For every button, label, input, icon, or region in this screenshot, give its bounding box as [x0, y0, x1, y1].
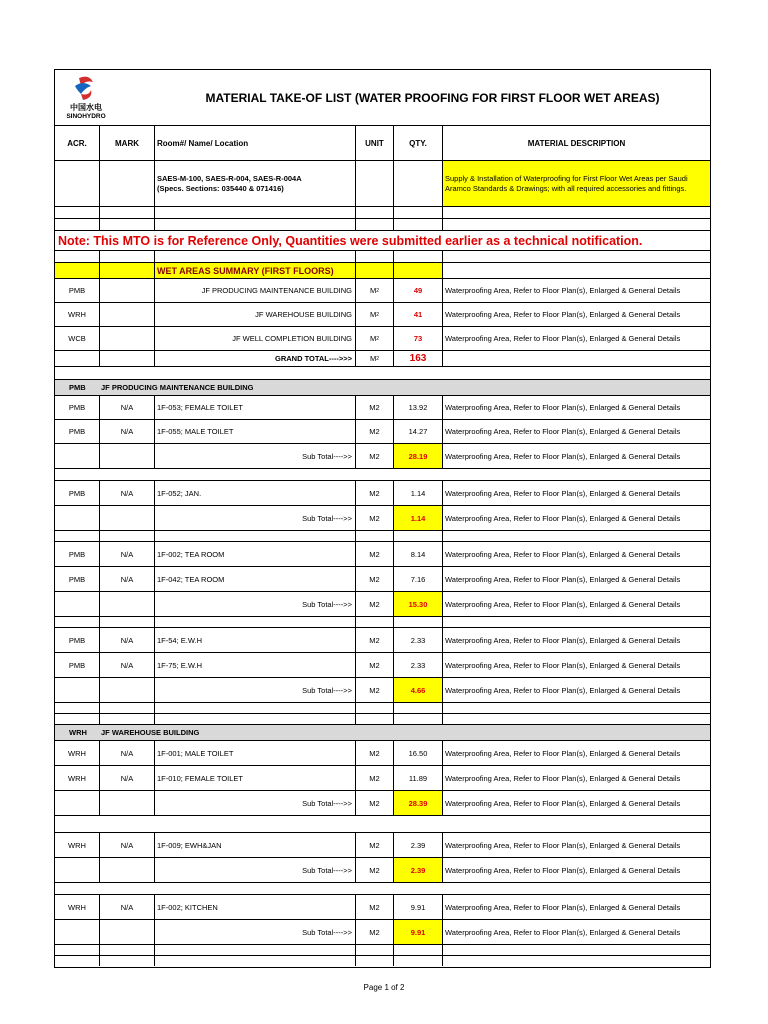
blank-cell-0 — [55, 714, 100, 724]
item-acr: WRH — [55, 766, 100, 790]
item-unit: M2 — [356, 833, 394, 857]
item-mark: N/A — [100, 420, 155, 443]
subtotal-qty: 28.39 — [394, 791, 443, 815]
item-unit: M2 — [356, 567, 394, 591]
blank-cell-5 — [443, 207, 710, 218]
item-mark: N/A — [100, 833, 155, 857]
grand-unit-cell: M 2 — [356, 351, 394, 366]
item-desc: Waterproofing Area, Refer to Floor Plan(s), Enlarged & General Details — [445, 902, 681, 912]
section-name: JF WAREHOUSE BUILDING — [101, 728, 200, 737]
subtotal-mark — [100, 678, 155, 702]
blank-cell-5 — [443, 531, 710, 541]
logo-en-text: SINOHYDRO — [66, 113, 106, 120]
spacer-row — [55, 815, 710, 832]
table-row — [55, 652, 710, 677]
subtotal-unit: M2 — [356, 920, 394, 944]
column-header-0: ACR. — [55, 126, 100, 160]
subtotal-qty: 15.30 — [394, 592, 443, 616]
subtotal-mark — [100, 592, 155, 616]
blank-cell-4 — [394, 617, 443, 627]
blank-cell-5 — [443, 251, 710, 262]
item-mark: N/A — [100, 895, 155, 919]
blank-cell-4 — [394, 703, 443, 713]
subtotal-qty: 4.66 — [394, 678, 443, 702]
blank-row — [55, 250, 710, 262]
logo-mark-icon — [75, 77, 93, 100]
item-desc: Waterproofing Area, Refer to Floor Plan(s), Enlarged & General Details — [445, 427, 681, 436]
item-unit: M2 — [356, 653, 394, 677]
subtotal-label: Sub Total---->> — [155, 678, 356, 702]
blank-row — [55, 530, 710, 541]
grand-total-qty: 163 — [394, 351, 443, 366]
item-desc: Waterproofing Area, Refer to Floor Plan(s), Enlarged & General Details — [445, 488, 681, 498]
blank-cell-0 — [55, 617, 100, 627]
summary-acr: WRH — [55, 303, 100, 326]
section-acr: PMB — [69, 383, 86, 392]
summary-row — [55, 326, 710, 350]
spec-mark-cell — [100, 161, 155, 206]
blank-cell-2 — [155, 207, 356, 218]
blank-cell-5 — [443, 219, 710, 230]
summary-title-unit — [356, 263, 394, 278]
table-row — [55, 765, 710, 790]
subtotal-mark — [100, 920, 155, 944]
blank-cell-3 — [356, 714, 394, 724]
subtotal-unit: M2 — [356, 791, 394, 815]
section-acr: WRH — [69, 728, 87, 737]
subtotal-acr — [55, 506, 100, 530]
blank-cell-0 — [55, 251, 100, 262]
item-room: 1F-042; TEA ROOM — [155, 567, 356, 591]
item-unit: M2 — [356, 766, 394, 790]
blank-cell-1 — [100, 703, 155, 713]
item-mark: N/A — [100, 396, 155, 419]
blank-cell-3 — [356, 703, 394, 713]
table-row — [55, 480, 710, 505]
item-unit: M2 — [356, 396, 394, 419]
sinohydro-logo — [57, 72, 115, 122]
blank-cell-4 — [394, 714, 443, 724]
item-qty: 7.16 — [394, 567, 443, 591]
summary-qty: 49 — [394, 279, 443, 302]
blank-cell-5 — [443, 703, 710, 713]
item-acr: PMB — [55, 628, 100, 652]
grand-acr — [55, 351, 100, 366]
item-qty: 2.33 — [394, 628, 443, 652]
blank-cell-2 — [155, 617, 356, 627]
spec-standards-cell — [155, 161, 356, 206]
blank-cell-0 — [55, 219, 100, 230]
column-header-5: MATERIAL DESCRIPTION — [527, 138, 626, 148]
subtotal-acr — [55, 791, 100, 815]
title-row — [55, 70, 710, 125]
subtotal-label: Sub Total---->> — [155, 506, 356, 530]
blank-row — [55, 218, 710, 230]
item-qty: 9.91 — [394, 895, 443, 919]
reference-note: Note: This MTO is for Reference Only, Quantities were submitted earlier as a technical notification. — [58, 233, 643, 248]
blank-row — [55, 944, 710, 955]
summary-unit: M — [369, 310, 377, 319]
section-name: JF PRODUCING MAINTENANCE BUILDING — [101, 383, 254, 392]
specs-row — [55, 160, 710, 206]
blank-row — [55, 713, 710, 724]
blank-cell-1 — [100, 617, 155, 627]
subtotal-desc: Waterproofing Area, Refer to Floor Plan(s), Enlarged & General Details — [445, 927, 681, 937]
item-acr: PMB — [55, 396, 100, 419]
blank-cell-1 — [100, 251, 155, 262]
subtotal-mark — [100, 858, 155, 882]
mto-sheet — [54, 69, 711, 968]
grand-mark — [100, 351, 155, 366]
column-header-1: MARK — [100, 126, 155, 160]
spec-description: Supply & Installation of Waterproofing for First Floor Wet Areas per Saudi Aramco Standards & Drawings; with all required accessories and fittings. — [443, 161, 710, 206]
item-mark: N/A — [100, 766, 155, 790]
item-room: 1F-75; E.W.H — [155, 653, 356, 677]
subtotal-label: Sub Total---->> — [155, 920, 356, 944]
item-desc: Waterproofing Area, Refer to Floor Plan(s), Enlarged & General Details — [445, 635, 681, 645]
subtotal-row — [55, 857, 710, 882]
subtotal-label: Sub Total---->> — [155, 791, 356, 815]
blank-row — [55, 702, 710, 713]
subtotal-acr — [55, 592, 100, 616]
item-qty: 14.27 — [394, 420, 443, 443]
item-qty: 13.92 — [394, 396, 443, 419]
blank-cell-4 — [394, 219, 443, 230]
blank-cell-3 — [356, 531, 394, 541]
summary-qty: 41 — [394, 303, 443, 326]
blank-cell-0 — [55, 207, 100, 218]
table-row — [55, 541, 710, 566]
subtotal-desc: Waterproofing Area, Refer to Floor Plan(s), Enlarged & General Details — [445, 451, 681, 461]
item-room: 1F-002; KITCHEN — [155, 895, 356, 919]
blank-cell-3 — [356, 945, 394, 955]
subtotal-qty: 1.14 — [394, 506, 443, 530]
blank-row — [55, 206, 710, 218]
summary-row — [55, 302, 710, 326]
summary-mark — [100, 303, 155, 326]
item-mark: N/A — [100, 653, 155, 677]
subtotal-unit: M2 — [356, 506, 394, 530]
item-unit: M2 — [356, 895, 394, 919]
item-mark: N/A — [100, 481, 155, 505]
summary-title-mark — [100, 263, 155, 278]
grand-unit: M — [369, 354, 377, 363]
summary-title-desc — [443, 263, 710, 278]
blank-cell-1 — [100, 714, 155, 724]
blank-cell-4 — [394, 207, 443, 218]
summary-mark — [100, 279, 155, 302]
subtotal-acr — [55, 678, 100, 702]
section-header-row — [55, 379, 710, 395]
note-row — [55, 230, 710, 250]
subtotal-label: Sub Total---->> — [155, 858, 356, 882]
blank-cell-2 — [155, 956, 356, 966]
blank-cell-0 — [55, 531, 100, 541]
spacer-row — [55, 468, 710, 480]
column-header-2: Room#/ Name/ Location — [155, 126, 356, 160]
subtotal-row — [55, 443, 710, 468]
blank-cell-2 — [155, 703, 356, 713]
subtotal-acr — [55, 920, 100, 944]
subtotal-qty: 28.19 — [394, 444, 443, 468]
summary-acr: WCB — [55, 327, 100, 350]
summary-row — [55, 278, 710, 302]
blank-cell-4 — [394, 251, 443, 262]
summary-desc: Waterproofing Area, Refer to Floor Plan(s), Enlarged & General Details — [445, 286, 681, 295]
table-row — [55, 832, 710, 857]
item-unit: M2 — [356, 481, 394, 505]
summary-building: JF WELL COMPLETION BUILDING — [155, 327, 356, 350]
blank-cell-5 — [443, 714, 710, 724]
subtotal-mark — [100, 791, 155, 815]
table-row — [55, 566, 710, 591]
item-desc: Waterproofing Area, Refer to Floor Plan(s), Enlarged & General Details — [445, 660, 681, 670]
blank-cell-0 — [55, 945, 100, 955]
column-header-row — [55, 125, 710, 160]
blank-cell-4 — [394, 956, 443, 966]
blank-cell-5 — [443, 956, 710, 966]
subtotal-row — [55, 505, 710, 530]
spacer-row — [55, 366, 710, 379]
blank-cell-1 — [100, 207, 155, 218]
item-desc: Waterproofing Area, Refer to Floor Plan(s), Enlarged & General Details — [445, 549, 681, 559]
spec-lines — [157, 174, 302, 194]
grand-total-row — [55, 350, 710, 366]
subtotal-row — [55, 591, 710, 616]
subtotal-desc: Waterproofing Area, Refer to Floor Plan(s), Enlarged & General Details — [445, 798, 681, 808]
item-unit: M2 — [356, 741, 394, 765]
section-header-row — [55, 724, 710, 740]
blank-cell-1 — [100, 945, 155, 955]
blank-row — [55, 616, 710, 627]
spec-line-2: (Specs. Sections: 035440 & 071416) — [157, 183, 284, 193]
blank-cell-3 — [356, 617, 394, 627]
summary-unit: M — [369, 334, 377, 343]
item-acr: WRH — [55, 833, 100, 857]
summary-acr: PMB — [55, 279, 100, 302]
subtotal-qty: 9.91 — [394, 920, 443, 944]
grand-total-label: GRAND TOTAL---->>> — [155, 351, 356, 366]
page-title: MATERIAL TAKE-OF LIST (WATER PROOFING FOR FIRST FLOOR WET AREAS) — [205, 90, 660, 105]
summary-desc: Waterproofing Area, Refer to Floor Plan(s), Enlarged & General Details — [445, 334, 681, 343]
item-mark: N/A — [100, 741, 155, 765]
item-mark: N/A — [100, 628, 155, 652]
subtotal-qty: 2.39 — [394, 858, 443, 882]
subtotal-acr — [55, 444, 100, 468]
item-desc: Waterproofing Area, Refer to Floor Plan(s), Enlarged & General Details — [445, 574, 681, 584]
item-desc: Waterproofing Area, Refer to Floor Plan(s), Enlarged & General Details — [445, 748, 681, 758]
subtotal-acr — [55, 858, 100, 882]
subtotal-unit: M2 — [356, 678, 394, 702]
item-acr: WRH — [55, 741, 100, 765]
table-row — [55, 740, 710, 765]
blank-cell-5 — [443, 945, 710, 955]
blank-cell-3 — [356, 219, 394, 230]
item-acr: PMB — [55, 542, 100, 566]
summary-building: JF WAREHOUSE BUILDING — [155, 303, 356, 326]
subtotal-mark — [100, 444, 155, 468]
item-qty: 16.50 — [394, 741, 443, 765]
logo-cn-text: 中国水电 — [70, 103, 102, 112]
item-room: 1F-055; MALE TOILET — [155, 420, 356, 443]
item-room: 1F-009; EWH&JAN — [155, 833, 356, 857]
spec-qty-cell — [394, 161, 443, 206]
item-acr: PMB — [55, 481, 100, 505]
blank-cell-2 — [155, 251, 356, 262]
blank-cell-1 — [100, 956, 155, 966]
summary-unit-cell: M 2 — [356, 327, 394, 350]
column-header-3: UNIT — [356, 126, 394, 160]
subtotal-mark — [100, 506, 155, 530]
summary-unit-cell: M 2 — [356, 279, 394, 302]
table-row — [55, 419, 710, 443]
subtotal-row — [55, 919, 710, 944]
blank-cell-1 — [100, 219, 155, 230]
blank-cell-0 — [55, 703, 100, 713]
blank-cell-3 — [356, 251, 394, 262]
blank-cell-5 — [443, 617, 710, 627]
item-qty: 11.89 — [394, 766, 443, 790]
subtotal-row — [55, 677, 710, 702]
spec-line-1: SAES-M-100, SAES-R-004, SAES-R-004A — [157, 173, 302, 183]
item-room: 1F-002; TEA ROOM — [155, 542, 356, 566]
table-row — [55, 627, 710, 652]
item-mark: N/A — [100, 567, 155, 591]
spacer-row — [55, 882, 710, 894]
summary-unit-cell: M 2 — [356, 303, 394, 326]
item-room: 1F-052; JAN. — [155, 481, 356, 505]
blank-cell-3 — [356, 207, 394, 218]
subtotal-unit: M2 — [356, 444, 394, 468]
item-qty: 2.39 — [394, 833, 443, 857]
item-qty: 1.14 — [394, 481, 443, 505]
blank-cell-4 — [394, 531, 443, 541]
item-room: 1F-54; E.W.H — [155, 628, 356, 652]
summary-title-qty — [394, 263, 443, 278]
blank-cell-2 — [155, 714, 356, 724]
column-header-4: QTY. — [394, 126, 443, 160]
subtotal-desc: Waterproofing Area, Refer to Floor Plan(s), Enlarged & General Details — [445, 513, 681, 523]
summary-qty: 73 — [394, 327, 443, 350]
summary-desc: Waterproofing Area, Refer to Floor Plan(s), Enlarged & General Details — [445, 310, 681, 319]
item-qty: 2.33 — [394, 653, 443, 677]
item-desc: Waterproofing Area, Refer to Floor Plan(s), Enlarged & General Details — [445, 773, 681, 783]
item-room: 1F-010; FEMALE TOILET — [155, 766, 356, 790]
table-row — [55, 395, 710, 419]
blank-cell-2 — [155, 531, 356, 541]
item-acr: PMB — [55, 567, 100, 591]
item-room: 1F-001; MALE TOILET — [155, 741, 356, 765]
subtotal-desc: Waterproofing Area, Refer to Floor Plan(s), Enlarged & General Details — [445, 865, 681, 875]
item-acr: WRH — [55, 895, 100, 919]
item-desc: Waterproofing Area, Refer to Floor Plan(s), Enlarged & General Details — [445, 840, 681, 850]
blank-cell-0 — [55, 956, 100, 966]
blank-cell-4 — [394, 945, 443, 955]
summary-title: WET AREAS SUMMARY (FIRST FLOORS) — [155, 263, 356, 278]
blank-cell-1 — [100, 531, 155, 541]
item-qty: 8.14 — [394, 542, 443, 566]
item-acr: PMB — [55, 653, 100, 677]
page-footer: Page 1 of 2 — [363, 983, 405, 992]
item-unit: M2 — [356, 420, 394, 443]
blank-cell-2 — [155, 219, 356, 230]
subtotal-row — [55, 790, 710, 815]
subtotal-label: Sub Total---->> — [155, 444, 356, 468]
item-unit: M2 — [356, 628, 394, 652]
summary-unit: M — [369, 286, 377, 295]
summary-building: JF PRODUCING MAINTENANCE BUILDING — [155, 279, 356, 302]
item-unit: M2 — [356, 542, 394, 566]
table-row — [55, 894, 710, 919]
item-mark: N/A — [100, 542, 155, 566]
blank-cell-3 — [356, 956, 394, 966]
spec-acr-cell — [55, 161, 100, 206]
subtotal-label: Sub Total---->> — [155, 592, 356, 616]
subtotal-desc: Waterproofing Area, Refer to Floor Plan(s), Enlarged & General Details — [445, 685, 681, 695]
spec-unit-cell — [356, 161, 394, 206]
item-acr: PMB — [55, 420, 100, 443]
grand-desc — [443, 351, 710, 366]
item-room: 1F-053; FEMALE TOILET — [155, 396, 356, 419]
blank-row — [55, 955, 710, 966]
blank-cell-2 — [155, 945, 356, 955]
summary-mark — [100, 327, 155, 350]
subtotal-unit: M2 — [356, 592, 394, 616]
subtotal-unit: M2 — [356, 858, 394, 882]
summary-title-acr — [55, 263, 100, 278]
item-desc: Waterproofing Area, Refer to Floor Plan(s), Enlarged & General Details — [445, 403, 681, 412]
subtotal-desc: Waterproofing Area, Refer to Floor Plan(s), Enlarged & General Details — [445, 599, 681, 609]
summary-title-row — [55, 262, 710, 278]
